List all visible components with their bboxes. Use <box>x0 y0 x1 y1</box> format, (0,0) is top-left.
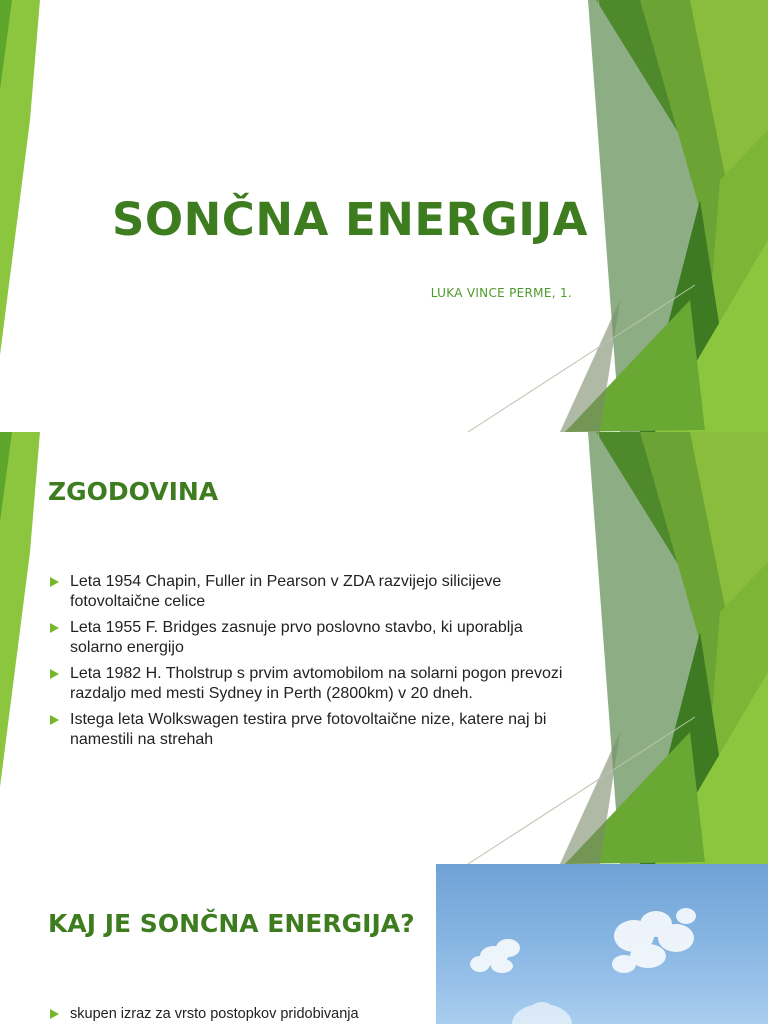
bullet-text: Leta 1982 H. Tholstrup s prvim avtomobilom na solarni pogon prevozi razdaljo med mesti Sydney in Perth (2800km) v 20 dneh. <box>70 665 563 702</box>
presentation-title: SONČNA ENERGIJA <box>111 193 589 246</box>
triangle-bullet-icon <box>50 669 59 679</box>
bullet-text: Leta 1955 F. Bridges zasnuje prvo poslovno stavbo, ki uporablja solarno energijo <box>70 619 523 656</box>
triangle-bullet-icon <box>50 1009 59 1019</box>
bullet-list <box>48 572 578 756</box>
presentation-author: LUKA VINCE PERME, 1. <box>430 286 572 300</box>
list-item <box>48 664 578 704</box>
triangle-bullet-icon <box>50 577 59 587</box>
bullet-list <box>48 1004 578 1024</box>
sky-photo <box>436 864 768 1024</box>
cloud-image <box>436 864 768 1024</box>
definition-slide <box>0 864 768 1024</box>
triangle-bullet-icon <box>50 715 59 725</box>
bullet-text: Istega leta Wolkswagen testira prve fotovoltaične nize, katere naj bi namestili na strehah <box>70 711 547 748</box>
title-slide <box>0 0 768 432</box>
slide-heading: KAJ JE SONČNA ENERGIJA? <box>48 909 415 938</box>
list-item <box>48 1004 578 1024</box>
list-item <box>48 618 578 658</box>
list-item <box>48 572 578 612</box>
list-item <box>48 710 578 750</box>
slide-heading: ZGODOVINA <box>48 477 219 506</box>
triangle-bullet-icon <box>50 623 59 633</box>
history-slide <box>0 432 768 864</box>
bullet-text: Leta 1954 Chapin, Fuller in Pearson v ZDA razvijejo silicijeve fotovoltaične celice <box>70 573 502 610</box>
bullet-text: skupen izraz za vrsto postopkov pridobivanja <box>70 1006 359 1022</box>
